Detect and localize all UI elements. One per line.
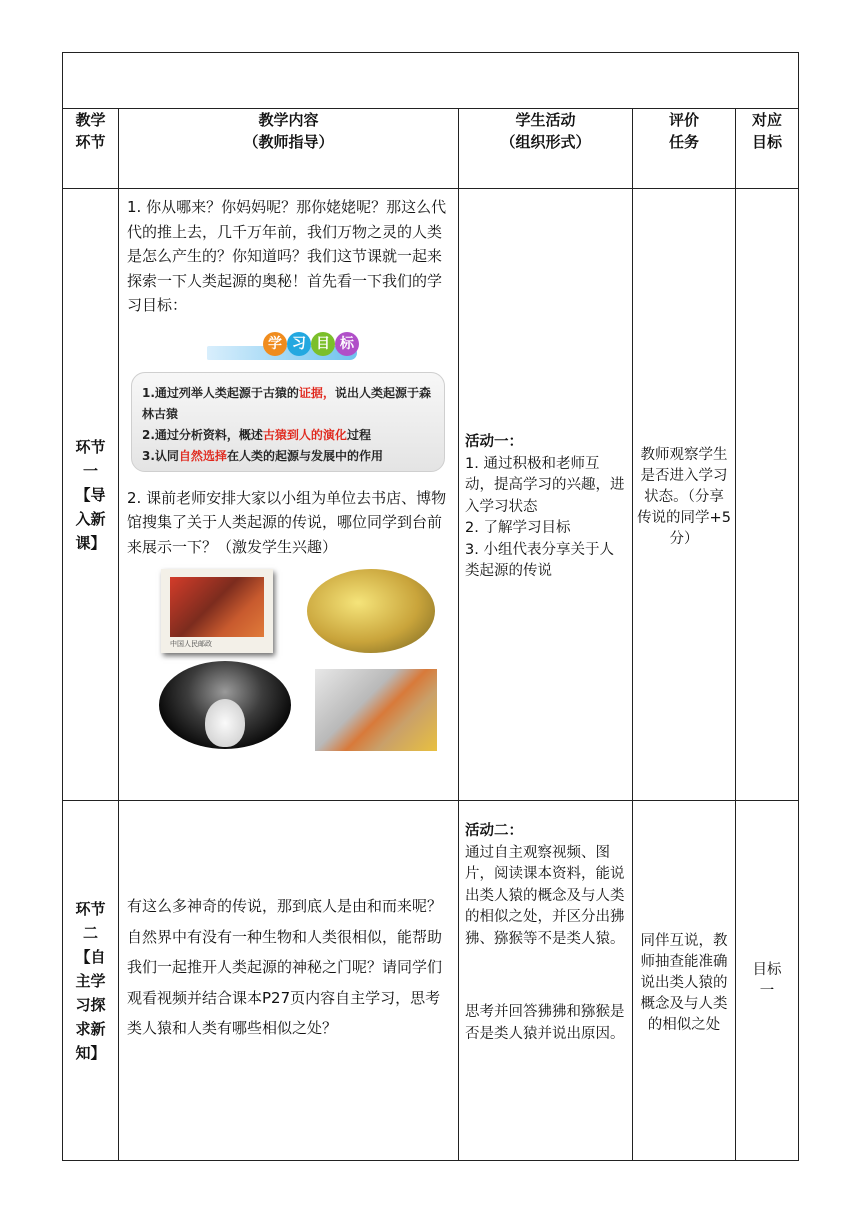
header-stage-text: 教学 环节 [75,111,106,151]
activity-2-text: 通过自主观察视频、图片，阅读课本资料，能说出类人猿的概念及与人类的相似之处，并区分出狒狒、猕猴等不是类人猿。 [465,844,625,947]
stage-2-evaluation [633,801,736,1161]
header-target-text: 对应 目标 [752,111,783,151]
stage-2-content [119,801,459,1161]
stage-1-activity [459,189,633,801]
stage-1-cell [63,189,119,801]
stage-2-label: 环节 二 【自 主学 习探 求新 知】 [75,899,106,1062]
activity-2-text-2: 思考并回答狒狒和猕猴是否是类人猿并说出原因。 [465,1004,625,1042]
goal-3-b: 自然选择 [178,448,227,463]
stamp-artwork [170,577,264,637]
activity-1-item-1: 1. 通过积极和老师互动，提高学习的兴趣，进入学习状态 [465,455,625,515]
activity-1-item-3: 3. 小组代表分享关于人类起源的传说 [465,541,614,580]
darwin-portrait-image [159,661,291,749]
banner-char-4: 标 [340,335,354,352]
goal-1 [142,383,434,425]
stage-2-activity [459,801,633,1161]
banner-char-2: 习 [292,335,306,352]
stage-1-paragraph-1: 1. 你从哪来？你妈妈呢？那你姥姥呢？那这么代代的推上去，几千万年前，我们万物之灵的人类是怎么产生的？你知道吗？我们这节课就一起来探索一下人类起源的奥秘！首先看一下我们的学习目标： [127,198,447,314]
header-evaluation [633,109,736,189]
legend-images [127,565,450,755]
activity-2-title: 活动二： [465,823,523,839]
lesson-plan-table [62,52,799,1161]
row-stage-2 [63,801,799,1161]
stage-1-content [119,189,459,801]
goal-3-c: 在人类的起源与发展中的作用 [226,448,383,463]
stage-2-target [736,801,799,1161]
goal-2-c: 过程 [346,427,371,442]
stage-2-evaluation-text: 同伴互说，教师抽查能准确说出类人猿的概念及与人类的相似之处 [640,933,728,1033]
header-activity-text: 学生活动 （组织形式） [500,111,591,151]
beard-shape [205,699,245,747]
oval-painting-image [307,569,435,653]
stamp-caption: 中国人民邮政 [170,640,212,648]
banner-ball-4 [335,332,359,356]
stage-1-evaluation-text: 教师观察学生是否进入学习状态。（分享传说的同学+5分） [637,447,731,547]
learning-goals-banner [127,326,450,366]
row-stage-1 [63,189,799,801]
header-activity [459,109,633,189]
header-target [736,109,799,189]
title-row [63,53,799,109]
stage-1-label: 环节 一 【导 入新 课】 [75,437,106,552]
banner-ball-2 [287,332,311,356]
header-content-text: 教学内容 （教师指导） [243,111,334,151]
creation-painting-image [315,669,437,751]
goal-2-a: 2.通过分析资料，概述 [142,427,263,442]
goal-2 [142,425,434,446]
header-stage [63,109,119,189]
header-content [119,109,459,189]
banner-char-3: 目 [316,335,330,352]
activity-1-block [465,432,626,583]
title-cell [63,53,799,109]
banner-ball-3 [311,332,335,356]
stamp-image [161,569,273,653]
banner-ball-1 [263,332,287,356]
header-row [63,109,799,189]
goal-2-b: 古猿到人的演化 [262,427,347,442]
activity-1-title: 活动一： [465,434,523,451]
stage-2-target-text: 目标 一 [752,961,782,999]
stage-2-paragraph: 有这么多神奇的传说，那到底人是由和而来呢？自然界中有没有一种生物和人类很相似，能帮助我们一起推开人类起源的神秘之门呢？请同学们观看视频并结合课本P27页内容自主学习，思考类人猿和人类有哪些相似之处？ [127,897,443,1038]
stage-2-cell [63,801,119,1161]
banner-char-1: 学 [268,335,282,352]
learning-goals-box [131,372,445,472]
activity-1-item-2: 2. 了解学习目标 [465,520,571,537]
stage-1-target [736,189,799,801]
goal-3 [142,446,434,467]
stage-1-evaluation [633,189,736,801]
header-evaluation-text: 评价 任务 [668,111,699,151]
goal-3-a: 3.认同 [142,448,179,463]
goal-1-b: 证据， [298,385,335,400]
goal-1-a: 1.通过列举人类起源于古猿的 [142,385,299,400]
goal-1-c: 说出人类起源于森林古猿 [142,385,431,421]
stage-1-paragraph-2: 2. 课前老师安排大家以小组为单位去书店、博物馆搜集了关于人类起源的传说，哪位同学到台前来展示一下？（激发学生兴趣） [127,488,447,556]
